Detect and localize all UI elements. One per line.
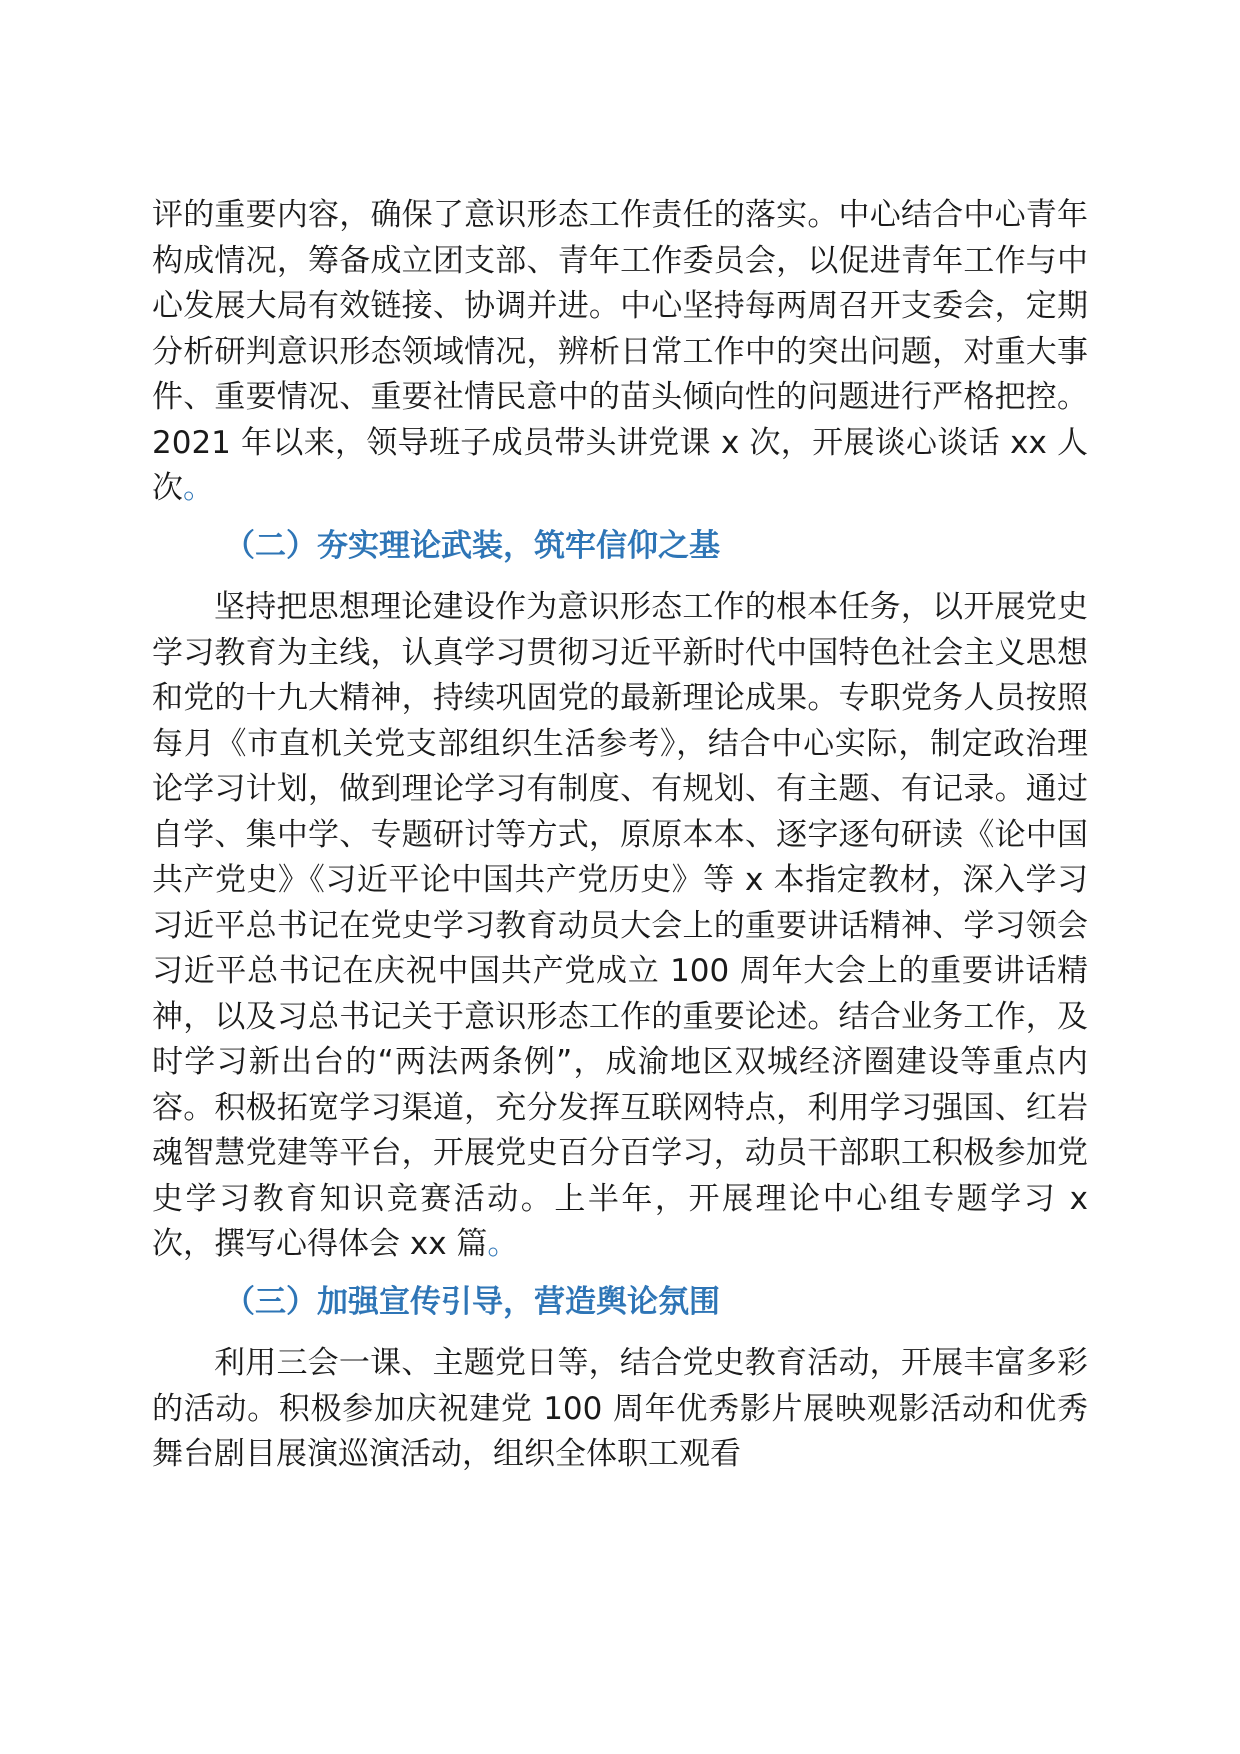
document-body: [152, 193, 1088, 1478]
paragraph-publicity: [152, 1341, 1088, 1478]
paragraph-end-mark: 。: [487, 1226, 519, 1262]
section-heading-3: （三）加强宣传引导，营造舆论氛围: [224, 1283, 720, 1320]
paragraph-text: 坚持把思想理论建设作为意识形态工作的根本任务，以开展党史学习教育为主线，认真学习贯彻习近平新时代中国特色社会主义思想和党的十九大精神，持续巩固党的最新理论成果。专职党务人员按照每月《市直机关党支部组织生活参考》，结合中心实际，制定政治理论学习计划，做到理论学习有制度、有规划、有主题、有记录。通过自学、集中学、专题研讨等方式，原原本本、逐字逐句研读《论中国共产党史》《习近平论中国共产党历史》等 x 本指定教材，深入学习习近平总书记在党史学习教育动员大会上的重要讲话精神、学习领会习近平总书记在庆祝中国共产党成立 100 周年大会上的重要讲话精神，以及习总书记关于意识形态工作的重要论述。结合业务工作，及时学习新出台的“两法两条例”，成渝地区双城经济圈建设等重点内容。积极拓宽学习渠道，充分发挥互联网特点，利用学习强国、红岩魂智慧党建等平台，开展党史百分百学习，动员干部职工积极参加党史学习教育知识竞赛活动。上半年，开展理论中心组专题学习 x 次，撰写心得体会 xx 篇: [152, 589, 1088, 1262]
paragraph-text: 评的重要内容，确保了意识形态工作责任的落实。中心结合中心青年构成情况，筹备成立团支部、青年工作委员会，以促进青年工作与中心发展大局有效链接、协调并进。中心坚持每两周召开支委会，定期分析研判意识形态领域情况，辨析日常工作中的突出问题，对重大事件、重要情况、重要社情民意中的苗头倾向性的问题进行严格把控。2021 年以来，领导班子成员带头讲党课 x 次，开展谈心谈话 xx 人次: [152, 197, 1088, 506]
paragraph-theory-study: [152, 585, 1088, 1268]
section-heading-2: （二）夯实理论武装，筑牢信仰之基: [224, 527, 720, 564]
paragraph-continuation: [152, 193, 1088, 512]
paragraph-end-mark: 。: [183, 470, 214, 506]
paragraph-text: 利用三会一课、主题党日等，结合党史教育活动，开展丰富多彩的活动。积极参加庆祝建党 100 周年优秀影片展映观影活动和优秀舞台剧目展演巡演活动，组织全体职工观看: [152, 1345, 1088, 1472]
